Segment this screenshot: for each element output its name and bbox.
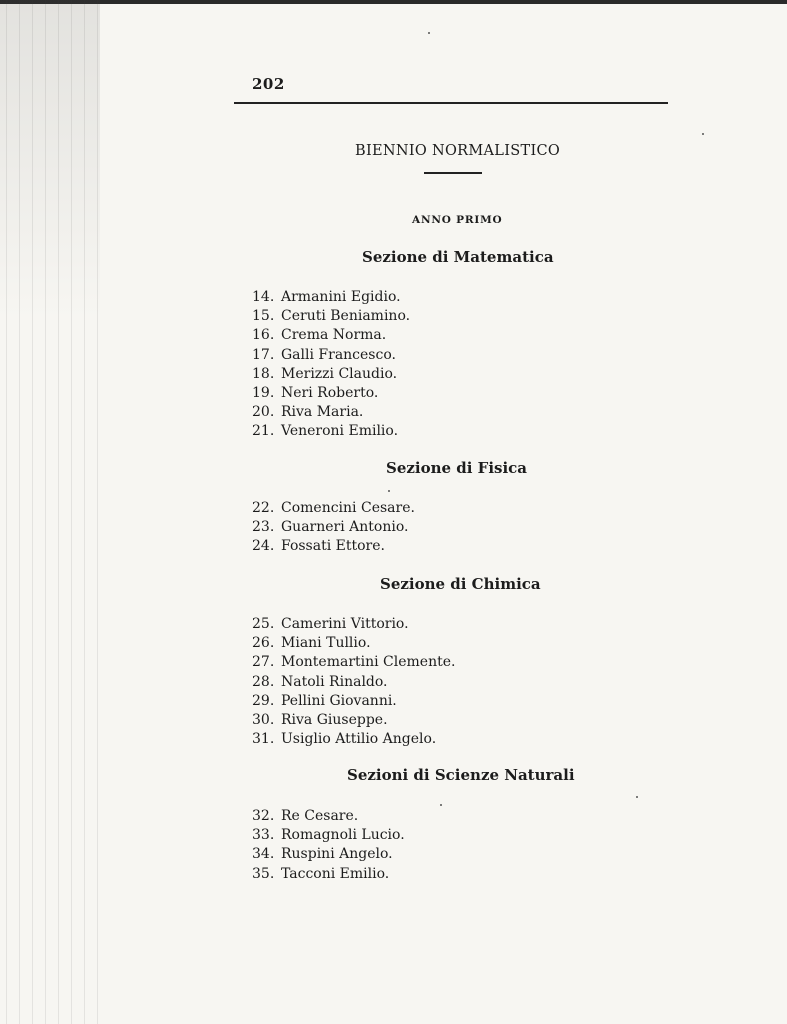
- entry-number: 30.: [252, 711, 275, 728]
- student-name: Fossati Ettore.: [281, 538, 385, 555]
- list-item: [252, 499, 415, 518]
- entry-number: 20.: [252, 404, 275, 421]
- list-item: [252, 865, 405, 884]
- header-rule: [234, 102, 668, 104]
- list-item: [252, 673, 455, 692]
- list-item: [252, 346, 410, 365]
- student-name: Galli Francesco.: [281, 346, 396, 363]
- student-name: Natoli Rinaldo.: [281, 673, 388, 690]
- scan-speck: [440, 804, 442, 806]
- student-name: Tacconi Emilio.: [281, 865, 390, 882]
- student-name: Merizzi Claudio.: [281, 365, 398, 382]
- page-title: BIENNIO NORMALISTICO: [355, 143, 561, 159]
- list-item: [252, 730, 455, 749]
- year-subtitle: ANNO PRIMO: [412, 214, 503, 226]
- entry-number: 31.: [252, 731, 275, 748]
- student-name: Re Cesare.: [281, 808, 359, 824]
- entry-number: 16.: [252, 327, 275, 344]
- section-heading-fisica: Sezione di Fisica: [386, 459, 528, 477]
- student-name: Veneroni Emilio.: [281, 423, 399, 440]
- entry-number: 29.: [252, 692, 275, 709]
- list-item: [252, 288, 410, 307]
- entry-number: 32.: [252, 808, 275, 824]
- list-item: [252, 711, 455, 730]
- list-item: [252, 537, 415, 556]
- list-item: [252, 365, 410, 384]
- page-number: 202: [252, 75, 285, 93]
- list-item: [252, 422, 410, 441]
- entry-number: 14.: [252, 289, 275, 305]
- entry-number: 15.: [252, 308, 275, 325]
- list-item: [252, 518, 415, 537]
- entry-number: 21.: [252, 423, 275, 440]
- scan-speck: [702, 133, 704, 135]
- student-name: Riva Maria.: [281, 404, 364, 421]
- list-item: [252, 384, 410, 403]
- student-name: Usiglio Attilio Angelo.: [281, 731, 437, 748]
- entry-number: 35.: [252, 865, 275, 882]
- student-name: Neri Roberto.: [281, 384, 379, 401]
- binding-margin: [0, 0, 100, 1024]
- entry-number: 34.: [252, 846, 275, 863]
- student-name: Ceruti Beniamino.: [281, 308, 411, 325]
- entry-number: 23.: [252, 519, 275, 536]
- scan-speck: [636, 796, 638, 798]
- student-name: Miani Tullio.: [281, 635, 371, 652]
- list-item: [252, 615, 455, 634]
- student-name: Armanini Egidio.: [281, 289, 401, 305]
- list-item: [252, 845, 405, 864]
- scan-speck: [428, 32, 430, 34]
- entry-number: 19.: [252, 384, 275, 401]
- section-heading-scienze-naturali: Sezioni di Scienze Naturali: [347, 766, 575, 784]
- list-item: [252, 307, 410, 326]
- list-item: [252, 826, 405, 845]
- entry-number: 33.: [252, 827, 275, 844]
- student-name: Romagnoli Lucio.: [281, 827, 405, 844]
- entry-number: 27.: [252, 654, 275, 671]
- list-item: [252, 326, 410, 345]
- page-top-edge: [0, 0, 787, 4]
- scan-speck: [388, 490, 390, 492]
- list-item: [252, 634, 455, 653]
- section-heading-matematica: Sezione di Matematica: [362, 248, 554, 266]
- student-name: Guarneri Antonio.: [281, 519, 409, 536]
- student-name: Comencini Cesare.: [281, 500, 415, 516]
- entry-number: 17.: [252, 346, 275, 363]
- student-name: Camerini Vittorio.: [281, 616, 409, 632]
- list-item: [252, 692, 455, 711]
- student-list-fisica: [252, 499, 415, 557]
- student-name: Ruspini Angelo.: [281, 846, 393, 863]
- student-name: Pellini Giovanni.: [281, 692, 397, 709]
- student-list-scienze-naturali: [252, 807, 405, 884]
- list-item: [252, 403, 410, 422]
- student-name: Montemartini Clemente.: [281, 654, 456, 671]
- student-list-chimica: [252, 615, 455, 749]
- student-name: Riva Giuseppe.: [281, 711, 388, 728]
- student-list-matematica: [252, 288, 410, 442]
- entry-number: 22.: [252, 500, 275, 516]
- entry-number: 25.: [252, 616, 275, 632]
- entry-number: 18.: [252, 365, 275, 382]
- section-heading-chimica: Sezione di Chimica: [380, 575, 541, 593]
- title-rule: [424, 172, 482, 174]
- list-item: [252, 653, 455, 672]
- entry-number: 28.: [252, 673, 275, 690]
- student-name: Crema Norma.: [281, 327, 387, 344]
- entry-number: 24.: [252, 538, 275, 555]
- list-item: [252, 807, 405, 826]
- entry-number: 26.: [252, 635, 275, 652]
